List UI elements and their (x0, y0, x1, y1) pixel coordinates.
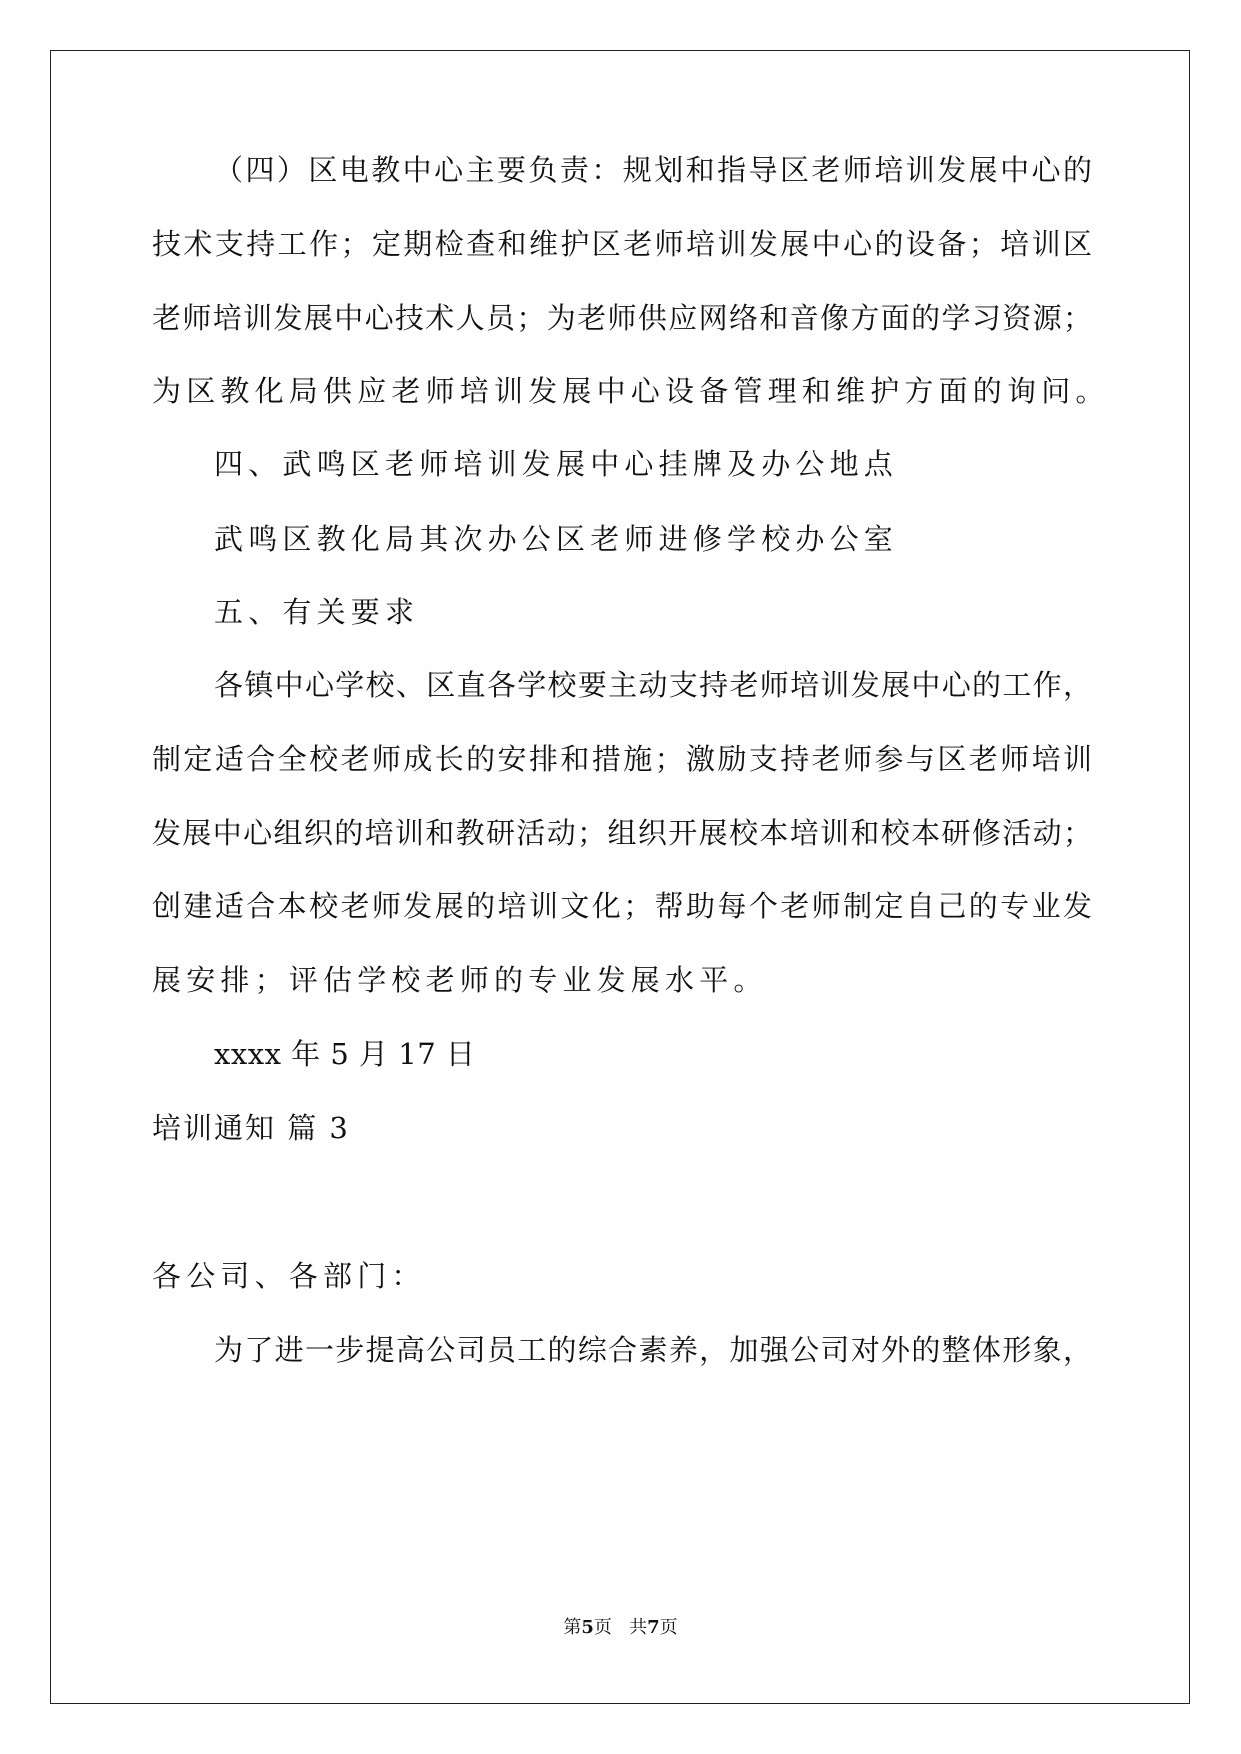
paragraph-line: 武鸣区教化局其次办公区老师进修学校办公室 (214, 522, 899, 556)
footer-mid: 页 共 (593, 1617, 648, 1638)
paragraph-line: 创建适合本校老师发展的培训文化；帮助每个老师制定自己的专业发 (152, 889, 1092, 923)
paragraph-line: 各镇中心学校、区直各学校要主动支持老师培训发展中心的工作， (214, 668, 1092, 702)
section-title: 培训通知 篇 3 (152, 1111, 350, 1145)
paragraph-line: 展安排；评估学校老师的专业发展水平。 (152, 963, 768, 997)
paragraph-line: 为区教化局供应老师培训发展中心设备管理和维护方面的询问。 (152, 374, 1110, 408)
section-heading: 五、有关要求 (214, 595, 420, 629)
paragraph-line: 发展中心组织的培训和教研活动；组织开展校本培训和校本研修活动； (152, 816, 1092, 850)
paragraph-line: （四）区电教中心主要负责：规划和指导区老师培训发展中心的 (214, 153, 1092, 187)
paragraph-line: 技术支持工作；定期检查和维护区老师培训发展中心的设备；培训区 (152, 227, 1092, 261)
footer-suffix: 页 (659, 1617, 678, 1638)
paragraph-line: 为了进一步提高公司员工的综合素养，加强公司对外的整体形象， (214, 1333, 1092, 1367)
section-heading: 四、武鸣区老师培训发展中心挂牌及办公地点 (214, 447, 899, 481)
salutation: 各公司、各部门： (152, 1259, 426, 1293)
footer-total-pages: 7 (647, 1617, 660, 1638)
paragraph-line: 制定适合全校老师成长的安排和措施；激励支持老师参与区老师培训 (152, 742, 1092, 776)
paragraph-line: 老师培训发展中心技术人员；为老师供应网络和音像方面的学习资源； (152, 301, 1092, 335)
footer-prefix: 第 (563, 1617, 582, 1638)
date-line: xxxx 年 5 月 17 日 (214, 1037, 476, 1071)
footer-page-number: 5 (581, 1617, 594, 1638)
page-footer (0, 1616, 1241, 1640)
